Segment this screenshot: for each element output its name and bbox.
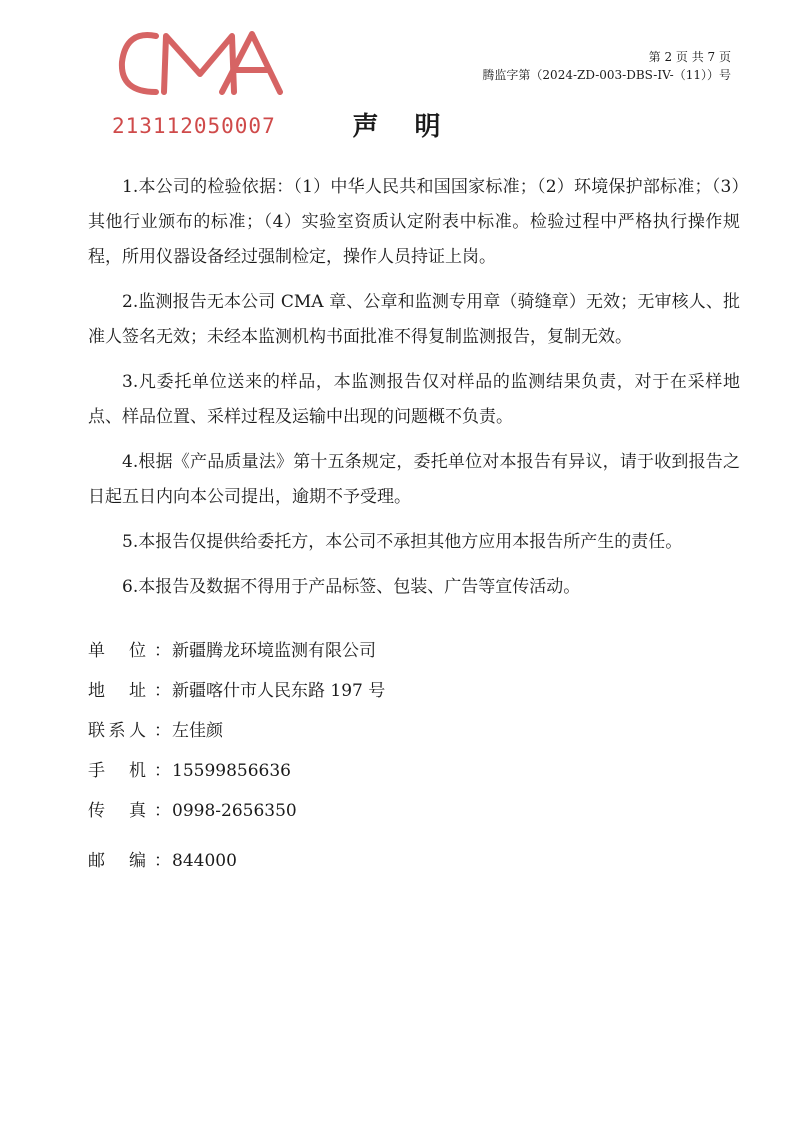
cma-certificate-number: 213112050007 bbox=[112, 114, 276, 138]
mobile-value: 15599856636 bbox=[172, 761, 291, 781]
mobile-label: 手机 bbox=[88, 761, 146, 781]
contact-info bbox=[88, 636, 688, 886]
contact-row-address bbox=[88, 676, 688, 716]
statement-list bbox=[88, 170, 740, 615]
page-meta bbox=[482, 48, 731, 84]
report-number: 腾监字第（2024-ZD-003-DBS-IV-（11））号 bbox=[482, 68, 731, 82]
document-title: 声明 bbox=[352, 112, 477, 142]
colon: ： bbox=[154, 681, 171, 701]
statement-6: 6.本报告及数据不得用于产品标签、包装、广告等宣传活动。 bbox=[122, 577, 581, 597]
fax-label: 传真 bbox=[88, 801, 146, 821]
cma-stamp-logo bbox=[112, 26, 288, 100]
contact-row-person bbox=[88, 716, 688, 756]
postcode-value: 844000 bbox=[172, 851, 237, 871]
contact-row-fax bbox=[88, 796, 688, 836]
colon: ： bbox=[154, 641, 171, 661]
contact-row-unit bbox=[88, 636, 688, 676]
statement-3: 3.凡委托单位送来的样品，本监测报告仅对样品的监测结果负责，对于在采样地点、样品位置、采样过程及运输中出现的问题概不负责。 bbox=[88, 372, 740, 427]
colon: ： bbox=[154, 851, 171, 871]
page-indicator: 第 2 页 共 7 页 bbox=[648, 50, 731, 64]
statement-2: 2.监测报告无本公司 CMA 章、公章和监测专用章（骑缝章）无效；无审核人、批准人签名无效；未经本监测机构书面批准不得复制监测报告，复制无效。 bbox=[88, 292, 740, 347]
address-label: 地址 bbox=[88, 681, 146, 701]
contact-person-label: 联系人 bbox=[88, 721, 146, 741]
statement-1: 1.本公司的检验依据：（1）中华人民共和国国家标准；（2）环境保护部标准；（3）其他行业颁布的标准；（4）实验室资质认定附表中标准。检验过程中严格执行操作规程，所用仪器设备经过强制检定，操作人员持证上岗。 bbox=[88, 177, 740, 267]
statement-4: 4.根据《产品质量法》第十五条规定，委托单位对本报告有异议，请于收到报告之日起五日内向本公司提出，逾期不予受理。 bbox=[88, 452, 740, 507]
colon: ： bbox=[154, 801, 171, 821]
colon: ： bbox=[154, 721, 171, 741]
colon: ： bbox=[154, 761, 171, 781]
contact-row-mobile bbox=[88, 756, 688, 796]
address-value: 新疆喀什市人民东路 197 号 bbox=[172, 681, 386, 701]
postcode-label: 邮编 bbox=[88, 851, 146, 871]
contact-row-postcode bbox=[88, 846, 688, 886]
fax-value: 0998-2656350 bbox=[172, 801, 297, 821]
statement-5: 5.本报告仅提供给委托方，本公司不承担其他方应用本报告所产生的责任。 bbox=[122, 532, 683, 552]
contact-person-value: 左佳颜 bbox=[172, 721, 223, 741]
unit-value: 新疆腾龙环境监测有限公司 bbox=[172, 641, 376, 661]
unit-label: 单位 bbox=[88, 641, 146, 661]
